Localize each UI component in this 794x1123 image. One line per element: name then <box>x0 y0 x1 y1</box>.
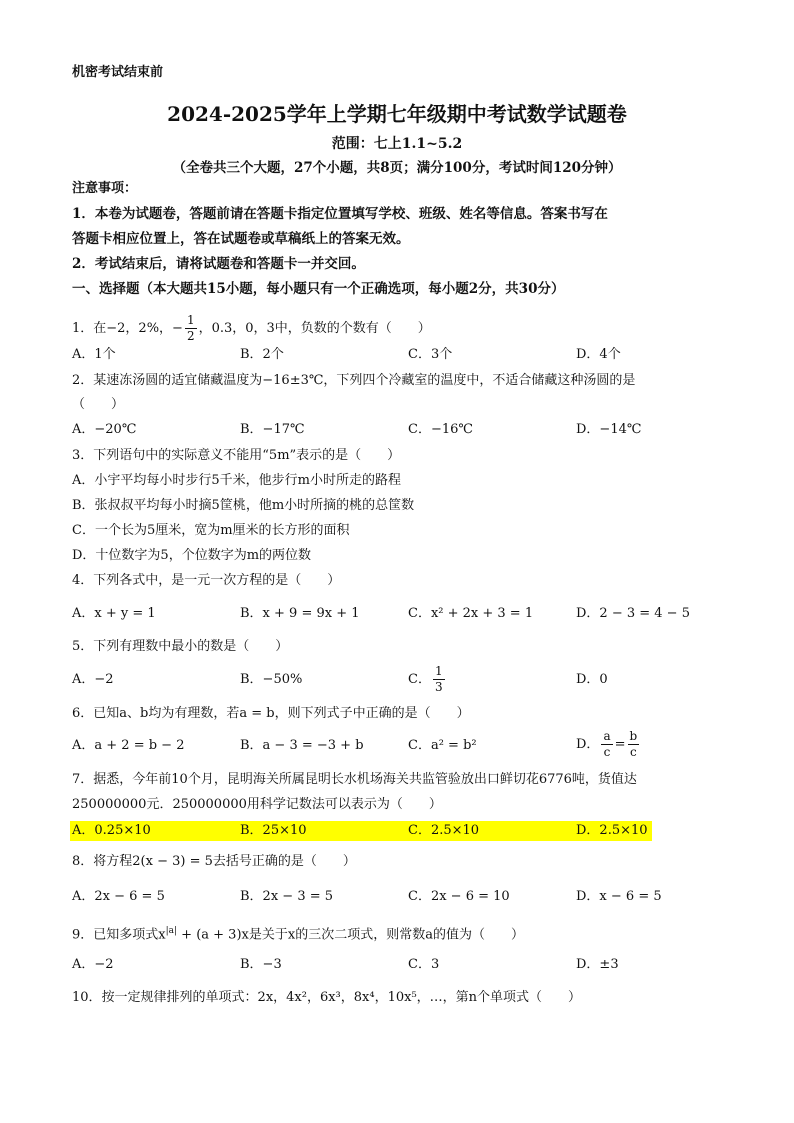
q10-stem: 10．按一定规律排列的单项式：2x，4x²，6x³，8x⁴，10x⁵，…，第n个单项式（ ） <box>72 990 582 1005</box>
q8-option-a: A．2x − 6 = 5 <box>72 889 165 904</box>
q1-option-a: A．1个 <box>72 347 116 362</box>
note-1-line2: 答题卡相应位置上，答在试题卷或草稿纸上的答案无效。 <box>72 231 410 247</box>
q6-option-b: B．a − 3 = −3 + b <box>240 738 364 753</box>
q4-option-a: A．x + y = 1 <box>72 606 156 621</box>
q3-option-b: B．张叔叔平均每小时摘5筐桃，他m小时所摘的桃的总筐数 <box>72 498 415 513</box>
q5-option-c-fraction <box>433 664 445 695</box>
q7-option-c: C．2.5×10 <box>408 823 480 838</box>
q9-stem-pre: 9．已知多项式x <box>72 927 166 943</box>
q4-option-b: B．x + 9 = 9x + 1 <box>240 606 360 621</box>
q6-d-frac-2 <box>628 729 640 760</box>
notes-heading: 注意事项： <box>72 181 138 196</box>
q1-stem-pre: 1．在−2，2%，− <box>72 321 183 336</box>
q4-stem: 4．下列各式中，是一元一次方程的是（ ） <box>72 573 341 588</box>
q8-option-b: B．2x − 3 = 5 <box>240 889 334 904</box>
q6-option-c: C．a² = b² <box>408 738 477 753</box>
q2-option-a: A．−20℃ <box>72 422 137 437</box>
q6-d-equals: = <box>614 737 626 752</box>
exam-scope: 范围：七上1.1~5.2 <box>331 136 463 152</box>
q2-stem-paren: （ ） <box>72 397 125 412</box>
q8-option-d: D．x − 6 = 5 <box>576 889 662 904</box>
q5-stem: 5．下列有理数中最小的数是（ ） <box>72 639 289 654</box>
note-2: 2．考试结束后，请将试题卷和答题卡一并交回。 <box>72 256 365 272</box>
q7-option-a: A．0.25×10 <box>72 823 151 838</box>
q6-stem: 6．已知a、b均为有理数，若a = b，则下列式子中正确的是（ ） <box>72 706 470 721</box>
q7-option-b: B．25×10 <box>240 823 307 838</box>
q3-option-d: D．十位数字为5，个位数字为m的两位数 <box>72 548 312 563</box>
q6-d-frac-1 <box>601 729 612 760</box>
q1-frac-den: 2 <box>186 329 195 343</box>
confidential-label: 机密考试结束前 <box>72 65 164 80</box>
q5-c-num: 1 <box>434 664 443 678</box>
exam-title: 2024-2025学年上学期七年级期中考试数学试题卷 <box>167 102 627 126</box>
q7-option-d: D．2.5×10 <box>576 823 648 838</box>
q7-options-highlight <box>70 821 652 841</box>
q9-stem-post: + (a + 3)x是关于x的三次二项式，则常数a的值为（ ） <box>177 927 524 943</box>
note-1-line1: 1．本卷为试题卷，答题前请在答题卡指定位置填写学校、班级、姓名等信息。答案书写在 <box>72 206 608 222</box>
q4-option-c: C．x² + 2x + 3 = 1 <box>408 606 534 621</box>
q5-option-b: B．−50% <box>240 672 303 687</box>
q1-frac-num: 1 <box>186 313 195 327</box>
q2-stem: 2．某速冻汤圆的适宜储藏温度为−16±3℃，下列四个冷藏室的温度中，不适合储藏这种汤圆的是 <box>72 373 636 388</box>
q5-c-den: 3 <box>434 680 443 694</box>
section-1-heading: 一、选择题（本大题共15小题，每小题只有一个正确选项，每小题2分，共30分） <box>72 281 565 297</box>
q9-option-a: A．−2 <box>72 957 114 972</box>
q9-option-b: B．−3 <box>240 957 282 972</box>
q6-option-d-label: D． <box>576 737 600 752</box>
q2-option-c: C．−16℃ <box>408 422 473 437</box>
q3-option-c: C．一个长为5厘米，宽为m厘米的长方形的面积 <box>72 523 350 538</box>
q9-option-c: C．3 <box>408 957 440 972</box>
q5-option-c-label: C． <box>408 672 431 687</box>
q2-option-d: D．−14℃ <box>576 422 642 437</box>
q9-stem <box>72 922 524 944</box>
q5-option-c <box>408 664 447 695</box>
q4-option-d: D．2 − 3 = 4 − 5 <box>576 606 690 621</box>
q5-option-a: A．−2 <box>72 672 114 687</box>
q9-stem-exponent: |a| <box>165 926 178 936</box>
exam-info: （全卷共三个大题，27个小题，共8页；满分100分，考试时间120分钟） <box>172 160 622 176</box>
q3-option-a: A．小宇平均每小时步行5千米，他步行m小时所走的路程 <box>72 473 401 488</box>
q6-d-num2: b <box>629 729 638 743</box>
q1-stem-post: ，0.3，0，3中，负数的个数有（ ） <box>198 321 431 336</box>
q9-option-d: D．±3 <box>576 957 619 972</box>
q1-stem <box>72 313 431 344</box>
q6-d-den1: c <box>603 745 611 759</box>
q1-option-d: D．4个 <box>576 347 621 362</box>
q2-option-b: B．−17℃ <box>240 422 305 437</box>
q1-option-b: B．2个 <box>240 347 284 362</box>
q1-option-c: C．3个 <box>408 347 453 362</box>
q3-stem: 3．下列语句中的实际意义不能用“5m”表示的是（ ） <box>72 448 401 463</box>
q6-option-d <box>576 729 641 760</box>
q7-stem: 7．据悉，今年前10个月，昆明海关所属昆明长水机场海关共监管验放出口鲜切花6776吨，货值达 <box>72 772 637 787</box>
q1-fraction <box>185 313 197 344</box>
q6-d-den2: c <box>629 745 637 759</box>
q6-d-num1: a <box>603 729 611 743</box>
q6-option-a: A．a + 2 = b − 2 <box>72 738 185 753</box>
q5-option-d: D．0 <box>576 672 608 687</box>
q7-stem-line2: 250000000元．250000000用科学记数法可以表示为（ ） <box>72 797 442 812</box>
q8-stem: 8．将方程2(x − 3) = 5去括号正确的是（ ） <box>72 854 356 869</box>
q8-option-c: C．2x − 6 = 10 <box>408 889 510 904</box>
